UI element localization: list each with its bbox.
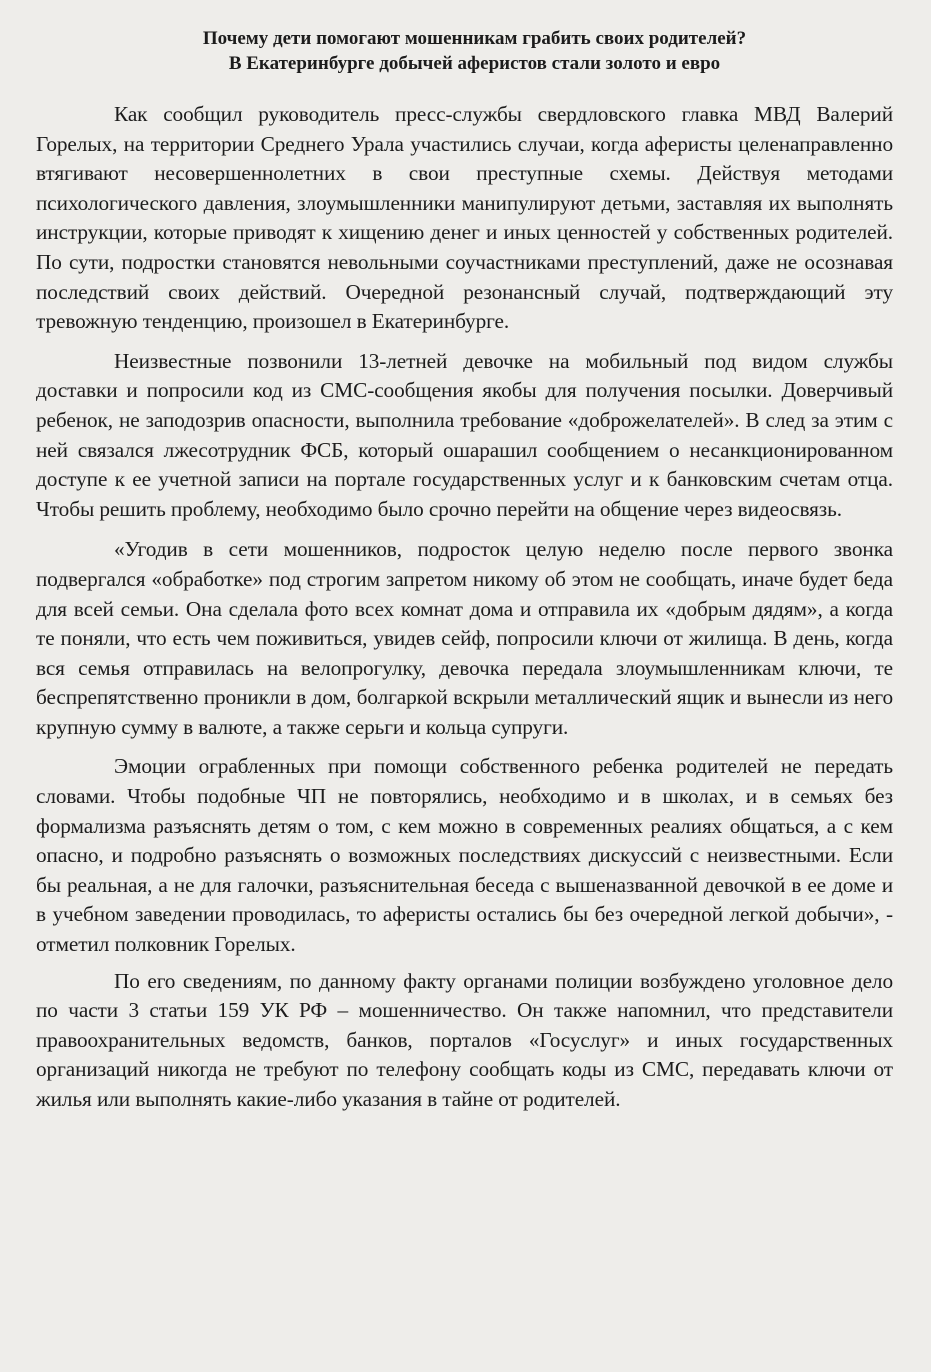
paragraph-2: Неизвестные позвонили 13-летней девочке на мобильный под видом службы доставки и попросили код из СМС-сообщения якобы для получения посылки. Доверчивый ребенок, не заподозрив опасности, выполнила требование «доброжелателей». В след за этим с ней связался лжесотрудник ФСБ, который ошарашил сообщением о несанкционированном доступе к ее учетной записи на портале государственных услуг и к банковским счетам отца. Чтобы решить проблему, необходимо было срочно перейти на общение через видеосвязь.	[36, 348, 893, 521]
paragraph-4: Эмоции ограбленных при помощи собственного ребенка родителей не передать словами. Чтобы подобные ЧП не повторялись, необходимо и в школах, и в семьях без формализма разъяснять детям о том, с кем можно в современных реалиях общаться, а с кем опасно, и подробно разъяснять о возможных последствиях дискуссий с неизвестными. Если бы реальная, а не для галочки, разъяснительная беседа с вышеназванной девочкой в ее доме и в учебном заведении проводилась, то аферисты остались бы без очередной легкой добычи», - отметил полковник Горелых.	[36, 754, 893, 957]
paragraph-5: По его сведениям, по данному факту органами полиции возбуждено уголовное дело по части 3 статьи 159 УК РФ – мошенничество. Он также напомнил, что представители правоохранительных ведомств, банков, порталов «Госуслуг» и иных государственных организаций никогда не требуют по телефону сообщать коды из СМС, передавать ключи от жилья или выполнять какие-либо указания в тайне от родителей.	[36, 968, 893, 1111]
title-line-1: Почему дети помогают мошенникам грабить своих родителей?	[202, 28, 747, 49]
title-line-2: В Екатеринбурге добычей аферистов стали золото и евро	[228, 53, 721, 74]
paragraph-3: «Угодив в сети мошенников, подросток целую неделю после первого звонка подвергался «обработке» под строгим запретом никому об этом не сообщать, иначе будет беда для всей семьи. Она сделала фото всех комнат дома и отправила их «добрым дядям», а когда те поняли, что есть чем поживиться, увидев сейф, попросили ключи от жилища. В день, когда вся семья отправилась на велопрогулку, девочка передала злоумышленникам ключи, те беспрепятственно проникли в дом, болгаркой вскрыли металлический ящик и вынесли из него крупную сумму в валюте, а также серьги и кольца супруги.	[36, 537, 893, 739]
paragraph-1: Как сообщил руководитель пресс-службы свердловского главка МВД Валерий Горелых, на территории Среднего Урала участились случаи, когда аферисты целенаправленно втягивают несовершеннолетних в свои преступные схемы. Действуя методами психологического давления, злоумышленники манипулируют детьми, заставляя их выполнять инструкции, которые приводят к хищению денег и иных ценностей у собственных родителей. По сути, подростки становятся невольными соучастниками преступлений, даже не осознавая последствий своих действий. Очередной резонансный случай, подтверждающий эту тревожную тенденцию, произошел в Екатеринбурге.	[36, 102, 893, 334]
article-title	[36, 26, 893, 76]
